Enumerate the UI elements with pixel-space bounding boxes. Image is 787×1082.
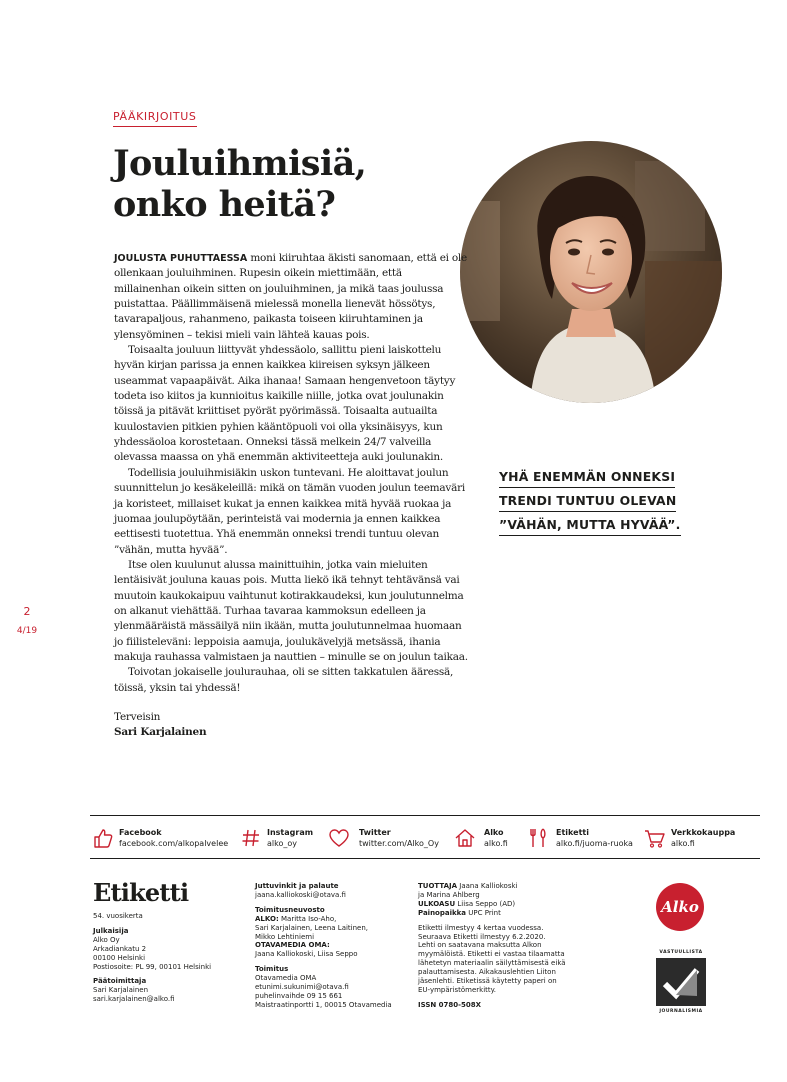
office-line-3: puhelinvaihde 09 15 661 [255, 991, 343, 1000]
portrait-photo [460, 141, 722, 403]
paragraph-1-text: moni kiiruhtaa äkisti sanomaan, että ei ole ollenkaan jouluihminen. Rupesin oikein miettimään, että millainenhan oikein sitten on jouluihminen, ja mikä taas joulussa puistattaa. Päällimmäisenä mielessä monella lienevät hössötys, tavarapaljous, rahanmeno, paikasta toiseen kiiruhtaminen ja ylensyöminen – tekisi mieli vain lähteä kauas pois. [114, 252, 467, 341]
contact-twitter-value: twitter.com/Alko_Oy [359, 839, 439, 848]
office-line-4: Maistraatinportti 1, 00015 Otavamedia [255, 1000, 392, 1009]
pull-quote-line-2: TRENDI TUNTUU OLEVAN [499, 491, 676, 512]
imprint-col-1 [93, 912, 243, 1004]
cart-icon [644, 827, 666, 849]
tips-label: Juttuvinkit ja palaute [255, 882, 339, 890]
contact-instagram-label: Instagram [267, 828, 314, 837]
board-otava-label: OTAVAMEDIA OMA: [255, 941, 330, 950]
imprint-col-2 [255, 882, 415, 1010]
badge-bottom-text: JOURNALISMIA [659, 1009, 703, 1014]
editor-label: Päätoimittaja [93, 977, 147, 986]
publisher-label: Julkaisija [93, 926, 129, 935]
print-value: UPC Print [468, 908, 501, 917]
paragraph-2: Toisaalta jouluun liittyvät yhdessäolo, sallittu pieni laiskottelu hyvän kirjan parissa ja ennen kaikkea kiireisen syksyn jälkeen useammat vapaapäivät. Aika ihanaa! Samaan hengenvetoon täytyy todeta iso kiitos ja kunnioitus kaikille niille, jotka ovat joulunakin töissä ja pitävät kriittiset pyörät pyörimässä. Toisaalta autuailta kuulostavien pitkien pyhien kääntöpuoli voi olla yksinäisyys, kun yhdessäoloa korostetaan. Onneksi tässä melkein 24/7 valveilla olevassa maassa on yhä enemmän aktiviteetteja auki joulunakin. [114, 344, 456, 464]
note-line-2: Seuraava Etiketti ilmestyy 6.2.2020. [418, 932, 546, 941]
pull-quote [499, 467, 709, 539]
note-line-6: palauttamisesta. Aikakauslehtien Liiton [418, 968, 556, 977]
office-line-2[interactable]: etunimi.sukunimi@otava.fi [255, 983, 349, 992]
tips-email[interactable]: jaana.kalliokoski@otava.fi [255, 890, 346, 899]
pull-quote-line-1: YHÄ ENEMMÄN ONNEKSI [499, 467, 675, 488]
layout-value: Liisa Seppo (AD) [457, 899, 516, 908]
contact-verkkokauppa-value: alko.fi [671, 839, 695, 848]
office-line-1: Otavamedia OMA [255, 974, 317, 983]
pull-quote-line-3: ”VÄHÄN, MUTTA HYVÄÄ”. [499, 515, 681, 536]
note-line-5: lähetetyn materiaalin säilyttämisestä eikä [418, 959, 566, 968]
note-line-7: jäsenlehti. Etiketissä käytetty paperi on [418, 977, 557, 986]
contact-instagram-value: alko_oy [267, 839, 297, 848]
contact-alko-value: alko.fi [484, 839, 508, 848]
print-label: Painopaikka [418, 908, 467, 917]
office-label: Toimitus [255, 965, 289, 974]
board-alko-line-1: Maritta Iso-Aho, [280, 914, 337, 923]
signature: Sari Karjalainen [114, 726, 207, 739]
home-icon [454, 827, 476, 849]
headline-line-1: Jouluihmisiä, [113, 143, 367, 184]
volume: 54. vuosikerta [93, 912, 143, 920]
checkmark-icon [656, 958, 706, 1006]
contact-etiketti-label: Etiketti [556, 828, 589, 837]
paragraph-3: Todellisia jouluihmisiäkin uskon tuntevani. He aloittavat joulun suunnittelun jo kesäkeleillä: mikä on tämän vuoden joulun teemaväri ja koristeet, millaiset kukat ja ennen kaikkea mitä hyvää ruokaa ja juomaa joulupöytään, perinteistä vai modernia ja ennen kaikkea eettisesti tuotettua. Yhä enemmän onneksi trendi tuntuu olevan ”vähän, mutta hyvää”. [114, 466, 465, 556]
paragraph-5: Toivotan jokaiselle joulurauhaa, oli se sitten takkatulen ääressä, töissä, yksin tai yhdessä! [114, 666, 454, 694]
badge-box [656, 958, 706, 1006]
contact-facebook-value: facebook.com/alkopalvelee [119, 839, 229, 848]
producer-label: TUOTTAJA [418, 882, 458, 890]
board-alko-line-3: Mikko Lehtiniemi [255, 932, 315, 941]
alko-logo [654, 881, 706, 933]
board-otava-line-1: Jaana Kalliokoski, Liisa Seppo [255, 950, 358, 959]
section-kicker: PÄÄKIRJOITUS [113, 110, 197, 127]
contact-alko-label: Alko [484, 828, 504, 837]
paragraph-1 [114, 251, 469, 343]
producer-line-2: ja Marina Ahlberg [418, 890, 480, 899]
producer-line-1: Jaana Kalliokoski [459, 882, 518, 890]
signoff [114, 710, 469, 741]
badge-top-text: VASTUULLISTA [659, 950, 703, 955]
responsible-journalism-badge [653, 950, 709, 1014]
alko-logo-text: Alko [661, 898, 699, 916]
board-alko-line-2: Sari Karjalainen, Leena Laitinen, [255, 923, 369, 932]
contact-bar [90, 815, 760, 859]
editor-email[interactable]: sari.karjalainen@alko.fi [93, 995, 175, 1004]
thumbs-up-icon [92, 827, 114, 849]
page-number: 2 [23, 605, 31, 618]
alko-logo-mark [654, 881, 706, 933]
lead-in: JOULUSTA PUHUTTAESSA [114, 253, 248, 264]
editor-name: Sari Karjalainen [93, 986, 149, 995]
contact-verkkokauppa-label: Verkkokauppa [671, 828, 736, 837]
hashtag-icon [240, 827, 262, 849]
greeting: Terveisin [114, 710, 161, 723]
layout-label: ULKOASU [418, 899, 456, 908]
contact-facebook-label: Facebook [119, 828, 162, 837]
publisher-line-1: Alko Oy [93, 935, 120, 944]
article-body [114, 251, 469, 741]
board-label: Toimitusneuvosto [255, 905, 325, 914]
publisher-line-4: Postiosoite: PL 99, 00101 Helsinki [93, 962, 212, 971]
note-line-8: EU-ympäristömerkitty. [418, 985, 497, 994]
author-portrait [460, 141, 722, 403]
headline [113, 143, 443, 225]
contact-twitter-label: Twitter [359, 828, 391, 837]
paragraph-4: Itse olen kuulunut alussa mainittuihin, jotka vain mieluiten lentäisivät jouluna kauas pois. Mutta liekö ikä tehnyt tehtävänsä vai muutoin kaukokaipuu vaihtunut kotirakkaudeksi, kun joulutunnelma on alkanut viehättää. Turhaa tavaraa kammoksun edelleen ja ylenmääräistä mässäilyä niin ikään, mutta joulutunnelmaa huomaan jo fiilisteleväni: leppoisia aamuja, joulukävelyjä metsässä, ihania makuja rauhassa valmistaen ja nauttien – minulle se on joulun taikaa. [114, 558, 468, 663]
board-alko-label: ALKO: [255, 914, 279, 923]
note-line-4: myymälöistä. Etiketti ei vastaa tilaamatta [418, 950, 565, 959]
note-line-3: Lehti on saatavana maksutta Alkon [418, 941, 542, 950]
publisher-line-3: 00100 Helsinki [93, 953, 146, 962]
cutlery-icon [528, 827, 550, 849]
headline-line-2: onko heitä? [113, 184, 336, 225]
etiketti-logo: Etiketti [93, 878, 189, 907]
issue-number: 4/19 [16, 626, 38, 636]
issn: ISSN 0780-508X [418, 1000, 482, 1009]
contact-etiketti-value: alko.fi/juoma-ruoka [556, 839, 633, 848]
heart-icon [328, 827, 350, 849]
note-line-1: Etiketti ilmestyy 4 kertaa vuodessa. [418, 923, 544, 932]
imprint-col-3 [418, 882, 600, 1010]
publisher-line-2: Arkadiankatu 2 [93, 944, 147, 953]
